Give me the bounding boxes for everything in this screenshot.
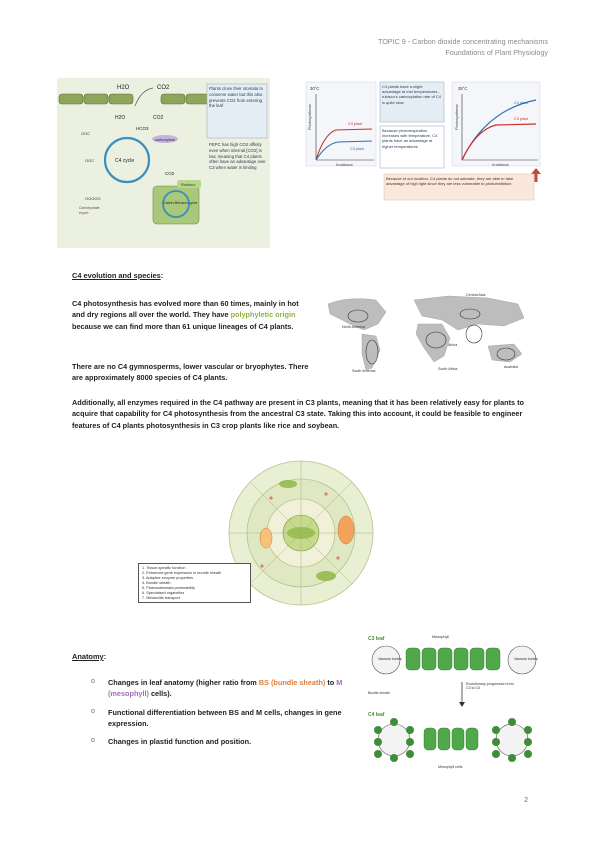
circle-legend bbox=[138, 563, 251, 603]
callout-mid-temp-text: C4 plants have a slight advantage at mid temperatures - rubisco's carboxylation rate of C4 is quite slow bbox=[382, 84, 442, 105]
document-course: Foundations of Plant Physiology bbox=[445, 48, 548, 57]
anatomy-bullet-1-c: cells). bbox=[148, 689, 172, 699]
paragraph-polyphyletic-b: because we can find more than 61 unique lineages of C4 plants. bbox=[72, 321, 294, 331]
x-axis-label-left: Irradiance bbox=[336, 163, 353, 167]
svg-text:OOOOO: OOOOO bbox=[85, 196, 101, 201]
panel-30c bbox=[306, 82, 376, 167]
section-title-anatomy-text: Anatomy bbox=[72, 652, 104, 661]
legend-item: 4. Bundle sheath bbox=[142, 580, 171, 585]
section-title-anatomy bbox=[72, 652, 106, 661]
bundle-sheath-highlight: BS (bundle sheath) bbox=[258, 678, 326, 687]
c4-plant-label-35c: C4 plant bbox=[514, 101, 529, 105]
legend-item: 5. Plasmodesmata permeability bbox=[142, 585, 195, 590]
c3-plant-label-30c: C3 plant bbox=[350, 147, 365, 151]
c4-pathway-figure bbox=[57, 78, 270, 248]
svg-text:CO2: CO2 bbox=[165, 171, 175, 176]
map-label-australia: Australia bbox=[504, 365, 518, 369]
vascular-bundle-label-2: Vascular bundle bbox=[514, 657, 539, 661]
legend-item: 3. Adaptive enzyme properties bbox=[142, 575, 194, 580]
map-label-central-asia: Central Asia bbox=[466, 293, 486, 297]
svg-text:Carbohydrate: Carbohydrate bbox=[79, 206, 100, 210]
svg-text:OOC: OOC bbox=[81, 131, 91, 136]
continents bbox=[328, 296, 524, 370]
irradiance-figure bbox=[296, 80, 546, 230]
callout-pepc-text: PEPC has high CO2 affinity even when internal [CO2] is low, meaning that C4 plants often have an advantage over C3 when water is limiting bbox=[209, 142, 266, 171]
world-map-figure bbox=[318, 290, 538, 376]
x-axis-label-right: Irradiance bbox=[492, 163, 509, 167]
section-title-c4-evolution-text: C4 evolution and species bbox=[72, 271, 161, 280]
australia-shape bbox=[488, 344, 522, 362]
legend-item: 2. Enhanced gene expression in bundle sheath bbox=[142, 570, 222, 575]
co2-label: CO2 bbox=[157, 85, 170, 91]
leaf-anatomy-figure bbox=[364, 630, 546, 778]
evolution-label: Evolutionary progression from C3 to C4 bbox=[466, 682, 514, 691]
anatomy-bullet-3: o Changes in plastid function and position. bbox=[88, 736, 360, 747]
map-label-africa: Africa bbox=[448, 343, 458, 347]
mesophyll-cells-label: Mesophyll cells bbox=[438, 765, 463, 769]
anatomy-bullet-2: o Functional differentiation between BS and M cells, changes in gene expression. bbox=[88, 707, 360, 730]
panel-30c-tag: 30°C bbox=[310, 86, 320, 91]
calvin-cycle-label: Calvin-Benson cycle bbox=[163, 201, 198, 205]
map-label-north-america: North America bbox=[342, 325, 365, 329]
section-title-colon: : bbox=[103, 652, 107, 661]
polyphyletic-origin-highlight: polyphyletic origin bbox=[230, 310, 296, 320]
c4-cycle-label: C4 cycle bbox=[115, 158, 135, 164]
callout-high-temp-text: Because photorespiration increases with temperature, C4 plants have an advantage at higher temperatures bbox=[382, 128, 438, 149]
anatomy-bullet-1-b: to bbox=[325, 678, 337, 687]
callout-stomata-text: Plants close their stomata to conserve water but this also prevents CO2 from entering the leaf bbox=[209, 86, 263, 109]
legend-item: 6. Specialised organelles bbox=[142, 590, 185, 595]
section-title-c4-evolution bbox=[72, 271, 163, 280]
panel-35c-tag: 35°C bbox=[458, 86, 468, 91]
vascular-bundle-label: Vascular bundle bbox=[378, 657, 403, 661]
paragraph-enzymes: Additionally, all enzymes required in the C4 pathway are present in C3 plants, meaning that it has been relatively easy for plants to acquire that capability for C4 photosynthesis from the ancestral C3 state. Taking this into account, it could be feasible to engineer features of C4 plants photosynthesis in C3 crop plants like rice and soybean. bbox=[72, 398, 524, 430]
y-axis-label-right: Photosynthesis bbox=[455, 104, 459, 130]
mesophyll-highlight: M (mesophyll) bbox=[108, 678, 343, 699]
callout-irradiance-text: Because of our location, C4 plants do not saturate, they are able to take advantage of high light since they are less vulnerable to photoinhibition bbox=[386, 176, 514, 187]
paragraph-polyphyletic bbox=[72, 298, 312, 332]
paragraph-polyphyletic-a: C4 photosynthesis has evolved more than 60 times, mainly in hot and dry regions all over the world. They have bbox=[72, 299, 299, 320]
anatomy-bullet-1 bbox=[88, 677, 360, 700]
carboxylase-label: carboxylase bbox=[155, 138, 176, 142]
svg-text:OOC: OOC bbox=[85, 158, 95, 163]
co2-label-lower: CO2 bbox=[153, 115, 164, 121]
c4-leaf-label: C4 leaf bbox=[368, 712, 385, 718]
panel-35c bbox=[452, 82, 540, 167]
h2o-label: H2O bbox=[117, 85, 130, 91]
section-title-colon: : bbox=[160, 271, 164, 280]
paragraph-species: There are no C4 gymnosperms, lower vascular or bryophytes. There are approximately 8000 species of C4 plants. bbox=[72, 362, 309, 383]
mesophyll-top-label: Mesophyll bbox=[432, 635, 450, 639]
bundle-sheath-label: Bundle sheath bbox=[368, 691, 390, 695]
c3-leaf-label: C3 leaf bbox=[368, 636, 385, 642]
y-axis-label-left: Photosynthesis bbox=[308, 104, 312, 130]
hco3-label: HCO3 bbox=[136, 126, 149, 131]
svg-text:export: export bbox=[79, 211, 89, 215]
c3-plant-label-35c: C3 plant bbox=[514, 117, 529, 121]
anatomy-list bbox=[88, 677, 360, 754]
south-america-shape bbox=[362, 334, 380, 370]
document-topic: TOPIC 9 - Carbon dioxide concentrating mechanisms bbox=[377, 37, 548, 46]
map-label-south-america: South America bbox=[352, 369, 376, 373]
rubisco-label: Rubisco bbox=[181, 182, 196, 187]
page-number: 2 bbox=[524, 797, 528, 804]
anatomy-bullet-1-a: Changes in leaf anatomy (higher ratio from bbox=[108, 678, 259, 687]
c4-plant-label-30c: C4 plant bbox=[348, 122, 363, 126]
map-label-south-africa: South Africa bbox=[438, 367, 458, 371]
legend-item: 1. Tissue-specific function bbox=[142, 566, 186, 570]
h2o-label-lower: H2O bbox=[115, 115, 126, 121]
legend-item: 7. Metabolite transport bbox=[142, 595, 180, 600]
africa-shape bbox=[416, 324, 450, 362]
